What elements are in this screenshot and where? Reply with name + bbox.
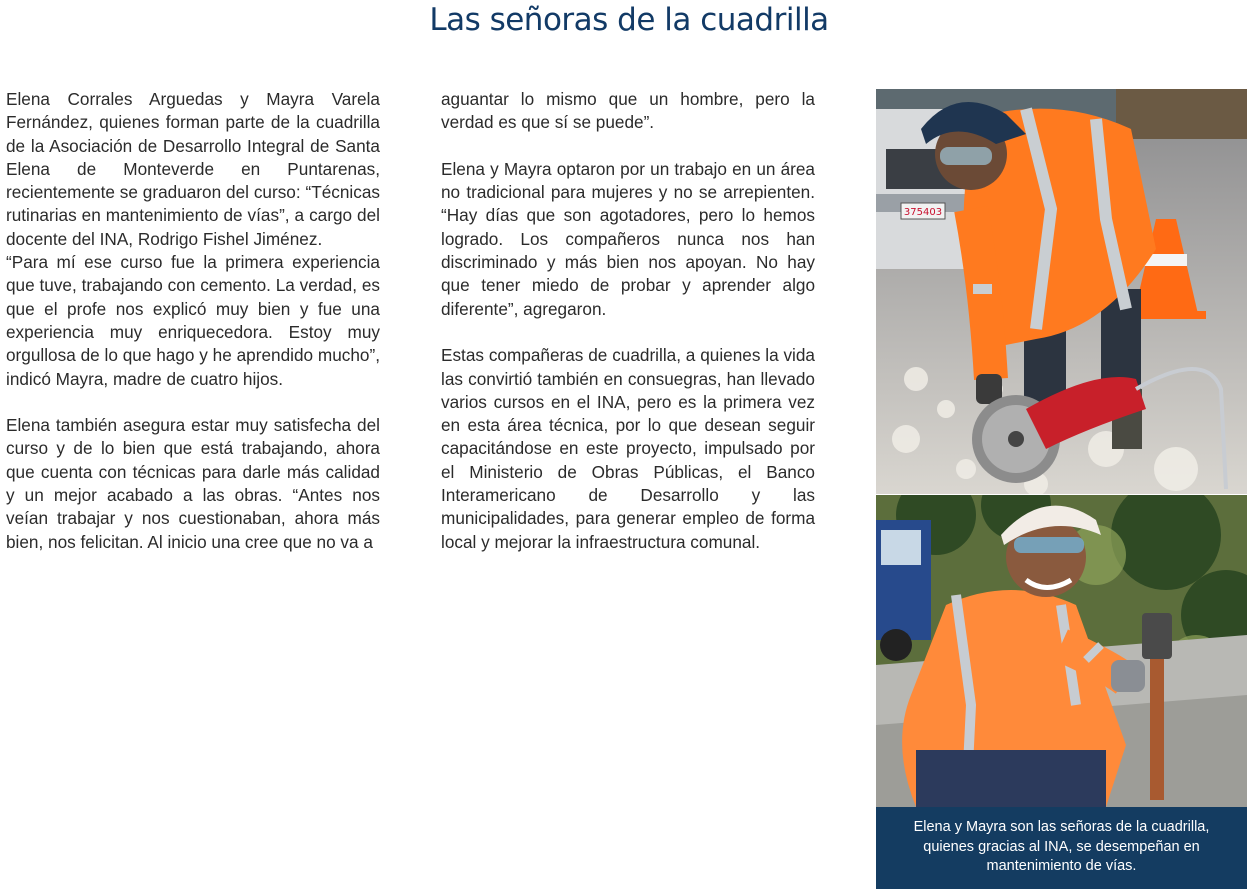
photo-illustration (876, 495, 1247, 807)
paragraph: Elena y Mayra optaron por un trabajo en un área no tradicional para mujeres y no se arrepienten. “Hay días que son agotadores, pero lo hemos logrado. Los compañeros nunca nos han discriminado y más bien nos apoyan. No hay que tener miedo de probar y aprender algo diferente”, agregaron. (441, 158, 815, 319)
paragraph: Elena Corrales Arguedas y Mayra Varela Fernández, quienes forman parte de la cuadrilla de la Asociación de Desarrollo Integral de Santa Elena de Monteverde en Puntarenas, recientemente se graduaron del curso: “Técnicas rutinarias en mantenimiento de vías”, a cargo del docente del INA, Rodrigo Fishel Jiménez. (6, 89, 380, 249)
paragraph: Elena también asegura estar muy satisfecha del curso y de lo bien que está trabajando, ahora que cuenta con técnicas para darle más calidad y un mejor acabado a las obras. “Antes nos veían trabajar y nos cuestionaban, ahora más bien, nos felicitan. Al inicio una cree que no va a (6, 415, 380, 552)
article-column-2 (441, 88, 815, 554)
paragraph: aguantar lo mismo que un hombre, pero la verdad es que sí se puede”. (441, 89, 815, 133)
article-title: Las señoras de la cuadrilla (429, 2, 829, 38)
paragraph: Estas compañeras de cuadrilla, a quienes la vida las convirtió también en consuegras, han llevado varios cursos en el INA, pero es la primera vez en esta área técnica, por lo que desean seguir capacitándose en este proyecto, impulsado por el Ministerio de Obras Públicas, el Banco Interamericano de Desarrollo y las municipalidades, para generar empleo de forma local y mejorar la infraestructura comunal. (441, 345, 815, 552)
article-column-1 (6, 88, 380, 554)
license-plate: 375403 (903, 207, 943, 218)
caption-text: Elena y Mayra son las señoras de la cuadrilla, quienes gracias al INA, se desempeñan en mantenimiento de vías. (913, 819, 1210, 874)
photo-worker-cutting-concrete (876, 89, 1247, 494)
paragraph: “Para mí ese curso fue la primera experiencia que tuve, trabajando con cemento. La verdad, es que el profe nos explicó muy bien y fue una experiencia muy enriquecedora. Estoy muy orgullosa de lo que hago y he aprendido mucho”, indicó Mayra, madre de cuatro hijos. (6, 252, 380, 389)
photo-worker-with-hammer (876, 495, 1247, 807)
photo-caption (876, 807, 1247, 889)
photo-illustration (876, 89, 1247, 494)
